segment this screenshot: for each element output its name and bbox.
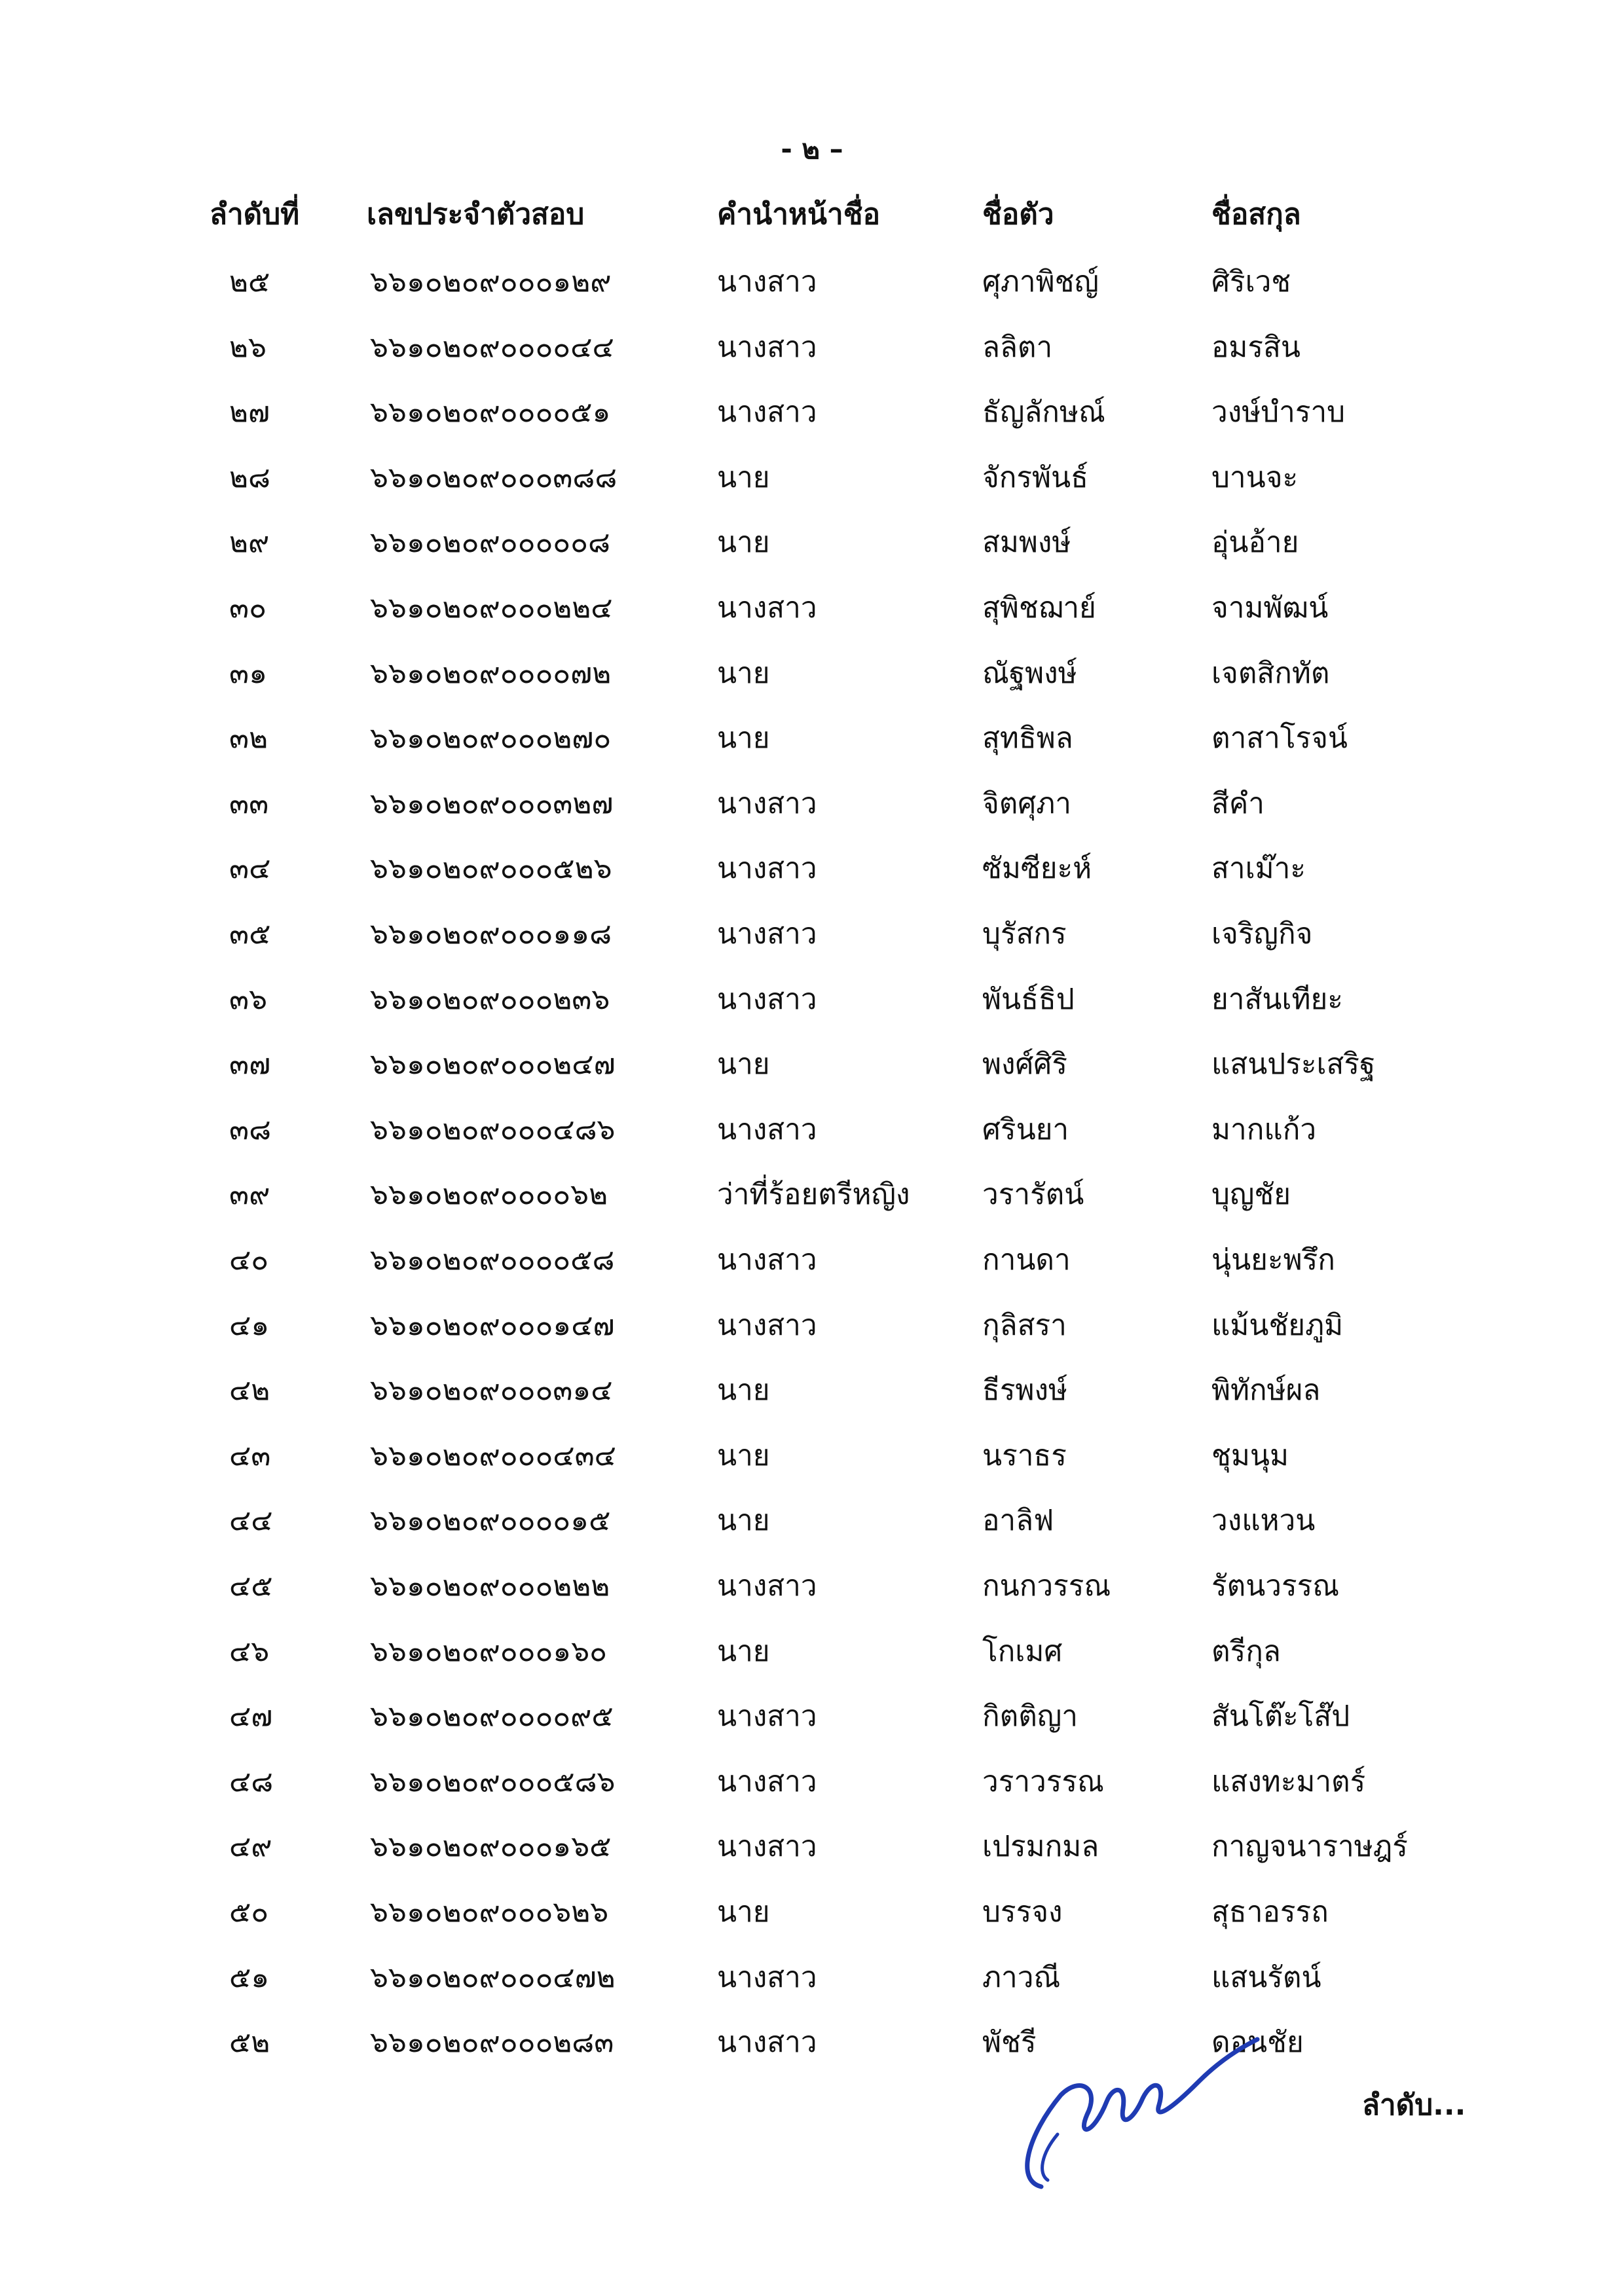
table-row <box>0 715 1624 774</box>
table-header <box>0 191 1624 237</box>
exam-id-cell: ๖๖๑๐๒๐๙๐๐๐๐๐๘ <box>370 526 610 559</box>
last-name-cell: ศิริเวช <box>1211 265 1291 299</box>
last-name-cell: แสนรัตน์ <box>1211 1961 1321 1994</box>
title-cell: นางสาว <box>717 917 817 951</box>
header-last-name: ชื่อสกุล <box>1211 198 1301 231</box>
table-row <box>0 845 1624 904</box>
exam-id-cell: ๖๖๑๐๒๐๙๐๐๐๕๘๖ <box>370 1765 616 1798</box>
exam-id-cell: ๖๖๑๐๒๐๙๐๐๐๐๙๕ <box>370 1700 614 1733</box>
sequence-cell: ๕๑ <box>229 1961 270 1994</box>
first-name-cell: วราวรรณ <box>982 1765 1104 1798</box>
title-cell: นางสาว <box>717 1830 817 1863</box>
title-cell: ว่าที่ร้อยตรีหญิง <box>717 1178 910 1211</box>
last-name-cell: เจตสิกทัต <box>1211 657 1330 690</box>
title-cell: นาย <box>717 657 770 690</box>
table-row <box>0 454 1624 513</box>
table-row <box>0 650 1624 709</box>
first-name-cell: ซัมซียะห์ <box>982 852 1092 885</box>
title-cell: นางสาว <box>717 395 817 429</box>
first-name-cell: ภาวณี <box>982 1961 1061 1994</box>
last-name-cell: ยาสันเทียะ <box>1211 983 1343 1016</box>
last-name-cell: วงแหวน <box>1211 1504 1316 1537</box>
title-cell: นาย <box>717 1439 770 1472</box>
table-row <box>0 259 1624 318</box>
title-cell: นาย <box>717 1048 770 1081</box>
last-name-cell: สาเม๊าะ <box>1211 852 1306 885</box>
last-name-cell: สุธาอรรถ <box>1211 1895 1329 1929</box>
table-row <box>0 1628 1624 1687</box>
exam-id-cell: ๖๖๑๐๒๐๙๐๐๐๐๔๔ <box>370 331 614 364</box>
exam-id-cell: ๖๖๑๐๒๐๙๐๐๐๑๒๙ <box>370 265 612 299</box>
table-row <box>0 1041 1624 1100</box>
page-number: - ๒ – <box>781 133 843 165</box>
last-name-cell: ดอนชัย <box>1211 2026 1304 2059</box>
sequence-cell: ๒๙ <box>229 526 270 559</box>
table-row <box>0 1563 1624 1622</box>
title-cell: นางสาว <box>717 1765 817 1798</box>
title-cell: นางสาว <box>717 787 817 820</box>
sequence-cell: ๔๓ <box>229 1439 271 1472</box>
table-row <box>0 1758 1624 1817</box>
exam-id-cell: ๖๖๑๐๒๐๙๐๐๐๒๒๒ <box>370 1569 610 1603</box>
table-row <box>0 780 1624 839</box>
first-name-cell: จักรพันธ์ <box>982 461 1088 494</box>
last-name-cell: ตาสาโรจน์ <box>1211 721 1348 755</box>
last-name-cell: จามพัฒน์ <box>1211 591 1329 625</box>
sequence-cell: ๓๐ <box>229 591 267 625</box>
first-name-cell: บุรัสกร <box>982 917 1067 951</box>
first-name-cell: สุพิชฌาย์ <box>982 591 1096 625</box>
exam-id-cell: ๖๖๑๐๒๐๙๐๐๐๒๗๐ <box>370 721 612 755</box>
signature <box>1002 2023 1277 2213</box>
sequence-cell: ๓๙ <box>229 1178 270 1211</box>
title-cell: นางสาว <box>717 852 817 885</box>
sequence-cell: ๕๐ <box>229 1895 269 1929</box>
first-name-cell: พันธ์ธิป <box>982 983 1075 1016</box>
last-name-cell: มากแก้ว <box>1211 1113 1317 1146</box>
header-sequence: ลำดับที่ <box>210 198 300 231</box>
title-cell: นาย <box>717 526 770 559</box>
table-row <box>0 1171 1624 1230</box>
title-cell: นางสาว <box>717 331 817 364</box>
first-name-cell: ณัฐพงษ์ <box>982 657 1077 690</box>
table-row <box>0 976 1624 1035</box>
title-cell: นางสาว <box>717 265 817 299</box>
sequence-cell: ๒๘ <box>229 461 270 494</box>
first-name-cell: ธีรพงษ์ <box>982 1374 1067 1407</box>
last-name-cell: รัตนวรรณ <box>1211 1569 1340 1603</box>
exam-id-cell: ๖๖๑๐๒๐๙๐๐๐๑๖๕ <box>370 1830 612 1863</box>
title-cell: นางสาว <box>717 2026 817 2059</box>
first-name-cell: กุลิสรา <box>982 1309 1067 1342</box>
table-row <box>0 519 1624 578</box>
last-name-cell: สันโต๊ะโส๊ป <box>1211 1700 1350 1733</box>
exam-id-cell: ๖๖๑๐๒๐๙๐๐๐๖๒๖ <box>370 1895 609 1929</box>
first-name-cell: พัชรี <box>982 2026 1037 2059</box>
last-name-cell: สีคำ <box>1211 787 1264 820</box>
continuation-note: ลำดับ... <box>1362 2088 1466 2122</box>
last-name-cell: นุ่นยะพรึก <box>1211 1243 1335 1277</box>
title-cell: นาย <box>717 461 770 494</box>
exam-id-cell: ๖๖๑๐๒๐๙๐๐๐๐๕๑ <box>370 395 611 429</box>
sequence-cell: ๒๗ <box>229 395 270 429</box>
sequence-cell: ๓๒ <box>229 721 268 755</box>
first-name-cell: วรารัตน์ <box>982 1178 1084 1211</box>
first-name-cell: กานดา <box>982 1243 1071 1277</box>
exam-id-cell: ๖๖๑๐๒๐๙๐๐๐๒๓๖ <box>370 983 610 1016</box>
sequence-cell: ๓๕ <box>229 917 271 951</box>
exam-id-cell: ๖๖๑๐๒๐๙๐๐๐๑๑๘ <box>370 917 612 951</box>
title-cell: นาย <box>717 1504 770 1537</box>
table-row <box>0 1237 1624 1296</box>
exam-id-cell: ๖๖๑๐๒๐๙๐๐๐๐๑๕ <box>370 1504 611 1537</box>
first-name-cell: เปรมกมล <box>982 1830 1099 1863</box>
table-row <box>0 1302 1624 1361</box>
last-name-cell: อมรสิน <box>1211 331 1301 364</box>
first-name-cell: บรรจง <box>982 1895 1063 1929</box>
title-cell: นางสาว <box>717 591 817 625</box>
table-row <box>0 1432 1624 1491</box>
first-name-cell: ธัญลักษณ์ <box>982 395 1105 429</box>
sequence-cell: ๓๘ <box>229 1113 272 1146</box>
title-cell: นางสาว <box>717 1700 817 1733</box>
exam-id-cell: ๖๖๑๐๒๐๙๐๐๐๒๒๔ <box>370 591 613 625</box>
sequence-cell: ๔๔ <box>229 1504 273 1537</box>
exam-id-cell: ๖๖๑๐๒๐๙๐๐๐๑๖๐ <box>370 1635 608 1668</box>
sequence-cell: ๓๗ <box>229 1048 271 1081</box>
first-name-cell: ศรินยา <box>982 1113 1069 1146</box>
exam-id-cell: ๖๖๑๐๒๐๙๐๐๐๓๑๔ <box>370 1374 613 1407</box>
first-name-cell: จิตศุภา <box>982 787 1071 820</box>
sequence-cell: ๔๗ <box>229 1700 273 1733</box>
first-name-cell: สมพงษ์ <box>982 526 1071 559</box>
sequence-cell: ๔๐ <box>229 1243 269 1277</box>
first-name-cell: สุทธิพล <box>982 721 1073 755</box>
last-name-cell: เจริญกิจ <box>1211 917 1313 951</box>
sequence-cell: ๒๕ <box>229 265 270 299</box>
title-cell: นางสาว <box>717 1961 817 1994</box>
exam-id-cell: ๖๖๑๐๒๐๙๐๐๐๕๒๖ <box>370 852 612 885</box>
sequence-cell: ๓๑ <box>229 657 268 690</box>
table-row <box>0 911 1624 970</box>
last-name-cell: บานจะ <box>1211 461 1299 494</box>
sequence-cell: ๔๖ <box>229 1635 270 1668</box>
sequence-cell: ๓๖ <box>229 983 268 1016</box>
first-name-cell: กิตติญา <box>982 1700 1078 1733</box>
table-row <box>0 1889 1624 1948</box>
exam-id-cell: ๖๖๑๐๒๐๙๐๐๐๐๗๒ <box>370 657 612 690</box>
sequence-cell: ๔๙ <box>229 1830 272 1863</box>
table-row <box>0 1106 1624 1165</box>
exam-id-cell: ๖๖๑๐๒๐๙๐๐๐๓๒๗ <box>370 787 614 820</box>
title-cell: นางสาว <box>717 1569 817 1603</box>
last-name-cell: แสงทะมาตร์ <box>1211 1765 1366 1798</box>
last-name-cell: แม้นชัยภูมิ <box>1211 1309 1344 1342</box>
table-row <box>0 585 1624 644</box>
header-title: คำนำหน้าชื่อ <box>717 198 881 231</box>
table-row <box>0 1823 1624 1882</box>
last-name-cell: กาญจนาราษฎร์ <box>1211 1830 1408 1863</box>
table-row <box>0 1693 1624 1752</box>
title-cell: นางสาว <box>717 1243 817 1277</box>
first-name-cell: นราธร <box>982 1439 1067 1472</box>
header-first-name: ชื่อตัว <box>982 198 1054 231</box>
title-cell: นาย <box>717 1374 770 1407</box>
header-exam-id: เลขประจำตัวสอบ <box>367 198 585 231</box>
exam-id-cell: ๖๖๑๐๒๐๙๐๐๐๔๘๖ <box>370 1113 616 1146</box>
title-cell: นางสาว <box>717 983 817 1016</box>
sequence-cell: ๓๔ <box>229 852 271 885</box>
sequence-cell: ๔๕ <box>229 1569 273 1603</box>
last-name-cell: บุญชัย <box>1211 1178 1291 1211</box>
first-name-cell: ศุภาพิชญ์ <box>982 265 1099 299</box>
exam-id-cell: ๖๖๑๐๒๐๙๐๐๐๒๘๓ <box>370 2026 614 2059</box>
first-name-cell: อาลิฟ <box>982 1504 1054 1537</box>
exam-id-cell: ๖๖๑๐๒๐๙๐๐๐๐๕๘ <box>370 1243 615 1277</box>
last-name-cell: แสนประเสริฐ <box>1211 1048 1376 1081</box>
first-name-cell: กนกวรรณ <box>982 1569 1111 1603</box>
exam-id-cell: ๖๖๑๐๒๐๙๐๐๐๓๘๘ <box>370 461 618 494</box>
exam-id-cell: ๖๖๑๐๒๐๙๐๐๐๔๗๒ <box>370 1961 616 1994</box>
last-name-cell: ชุมนุม <box>1211 1439 1289 1472</box>
sequence-cell: ๔๑ <box>229 1309 270 1342</box>
title-cell: นาย <box>717 1635 770 1668</box>
first-name-cell: โกเมศ <box>982 1635 1063 1668</box>
table-row <box>0 1367 1624 1426</box>
sequence-cell: ๔๒ <box>229 1374 270 1407</box>
last-name-cell: ตรีกุล <box>1211 1635 1281 1668</box>
sequence-cell: ๔๘ <box>229 1765 274 1798</box>
sequence-cell: ๒๖ <box>229 331 267 364</box>
last-name-cell: พิทักษ์ผล <box>1211 1374 1321 1407</box>
first-name-cell: พงศ์ศิริ <box>982 1048 1067 1081</box>
table-row <box>0 1497 1624 1556</box>
first-name-cell: ลลิตา <box>982 331 1053 364</box>
table-row <box>0 1954 1624 2013</box>
exam-id-cell: ๖๖๑๐๒๐๙๐๐๐๑๔๗ <box>370 1309 615 1342</box>
last-name-cell: วงษ์บำราบ <box>1211 395 1346 429</box>
title-cell: นาย <box>717 1895 770 1929</box>
sequence-cell: ๕๒ <box>229 2026 270 2059</box>
exam-id-cell: ๖๖๑๐๒๐๙๐๐๐๔๓๔ <box>370 1439 616 1472</box>
title-cell: นางสาว <box>717 1113 817 1146</box>
exam-id-cell: ๖๖๑๐๒๐๙๐๐๐๒๔๗ <box>370 1048 616 1081</box>
title-cell: นาย <box>717 721 770 755</box>
table-row <box>0 2019 1624 2078</box>
last-name-cell: อุ่นอ้าย <box>1211 526 1299 559</box>
exam-id-cell: ๖๖๑๐๒๐๙๐๐๐๐๖๒ <box>370 1178 608 1211</box>
table-row <box>0 324 1624 383</box>
title-cell: นางสาว <box>717 1309 817 1342</box>
sequence-cell: ๓๓ <box>229 787 269 820</box>
table-row <box>0 389 1624 448</box>
